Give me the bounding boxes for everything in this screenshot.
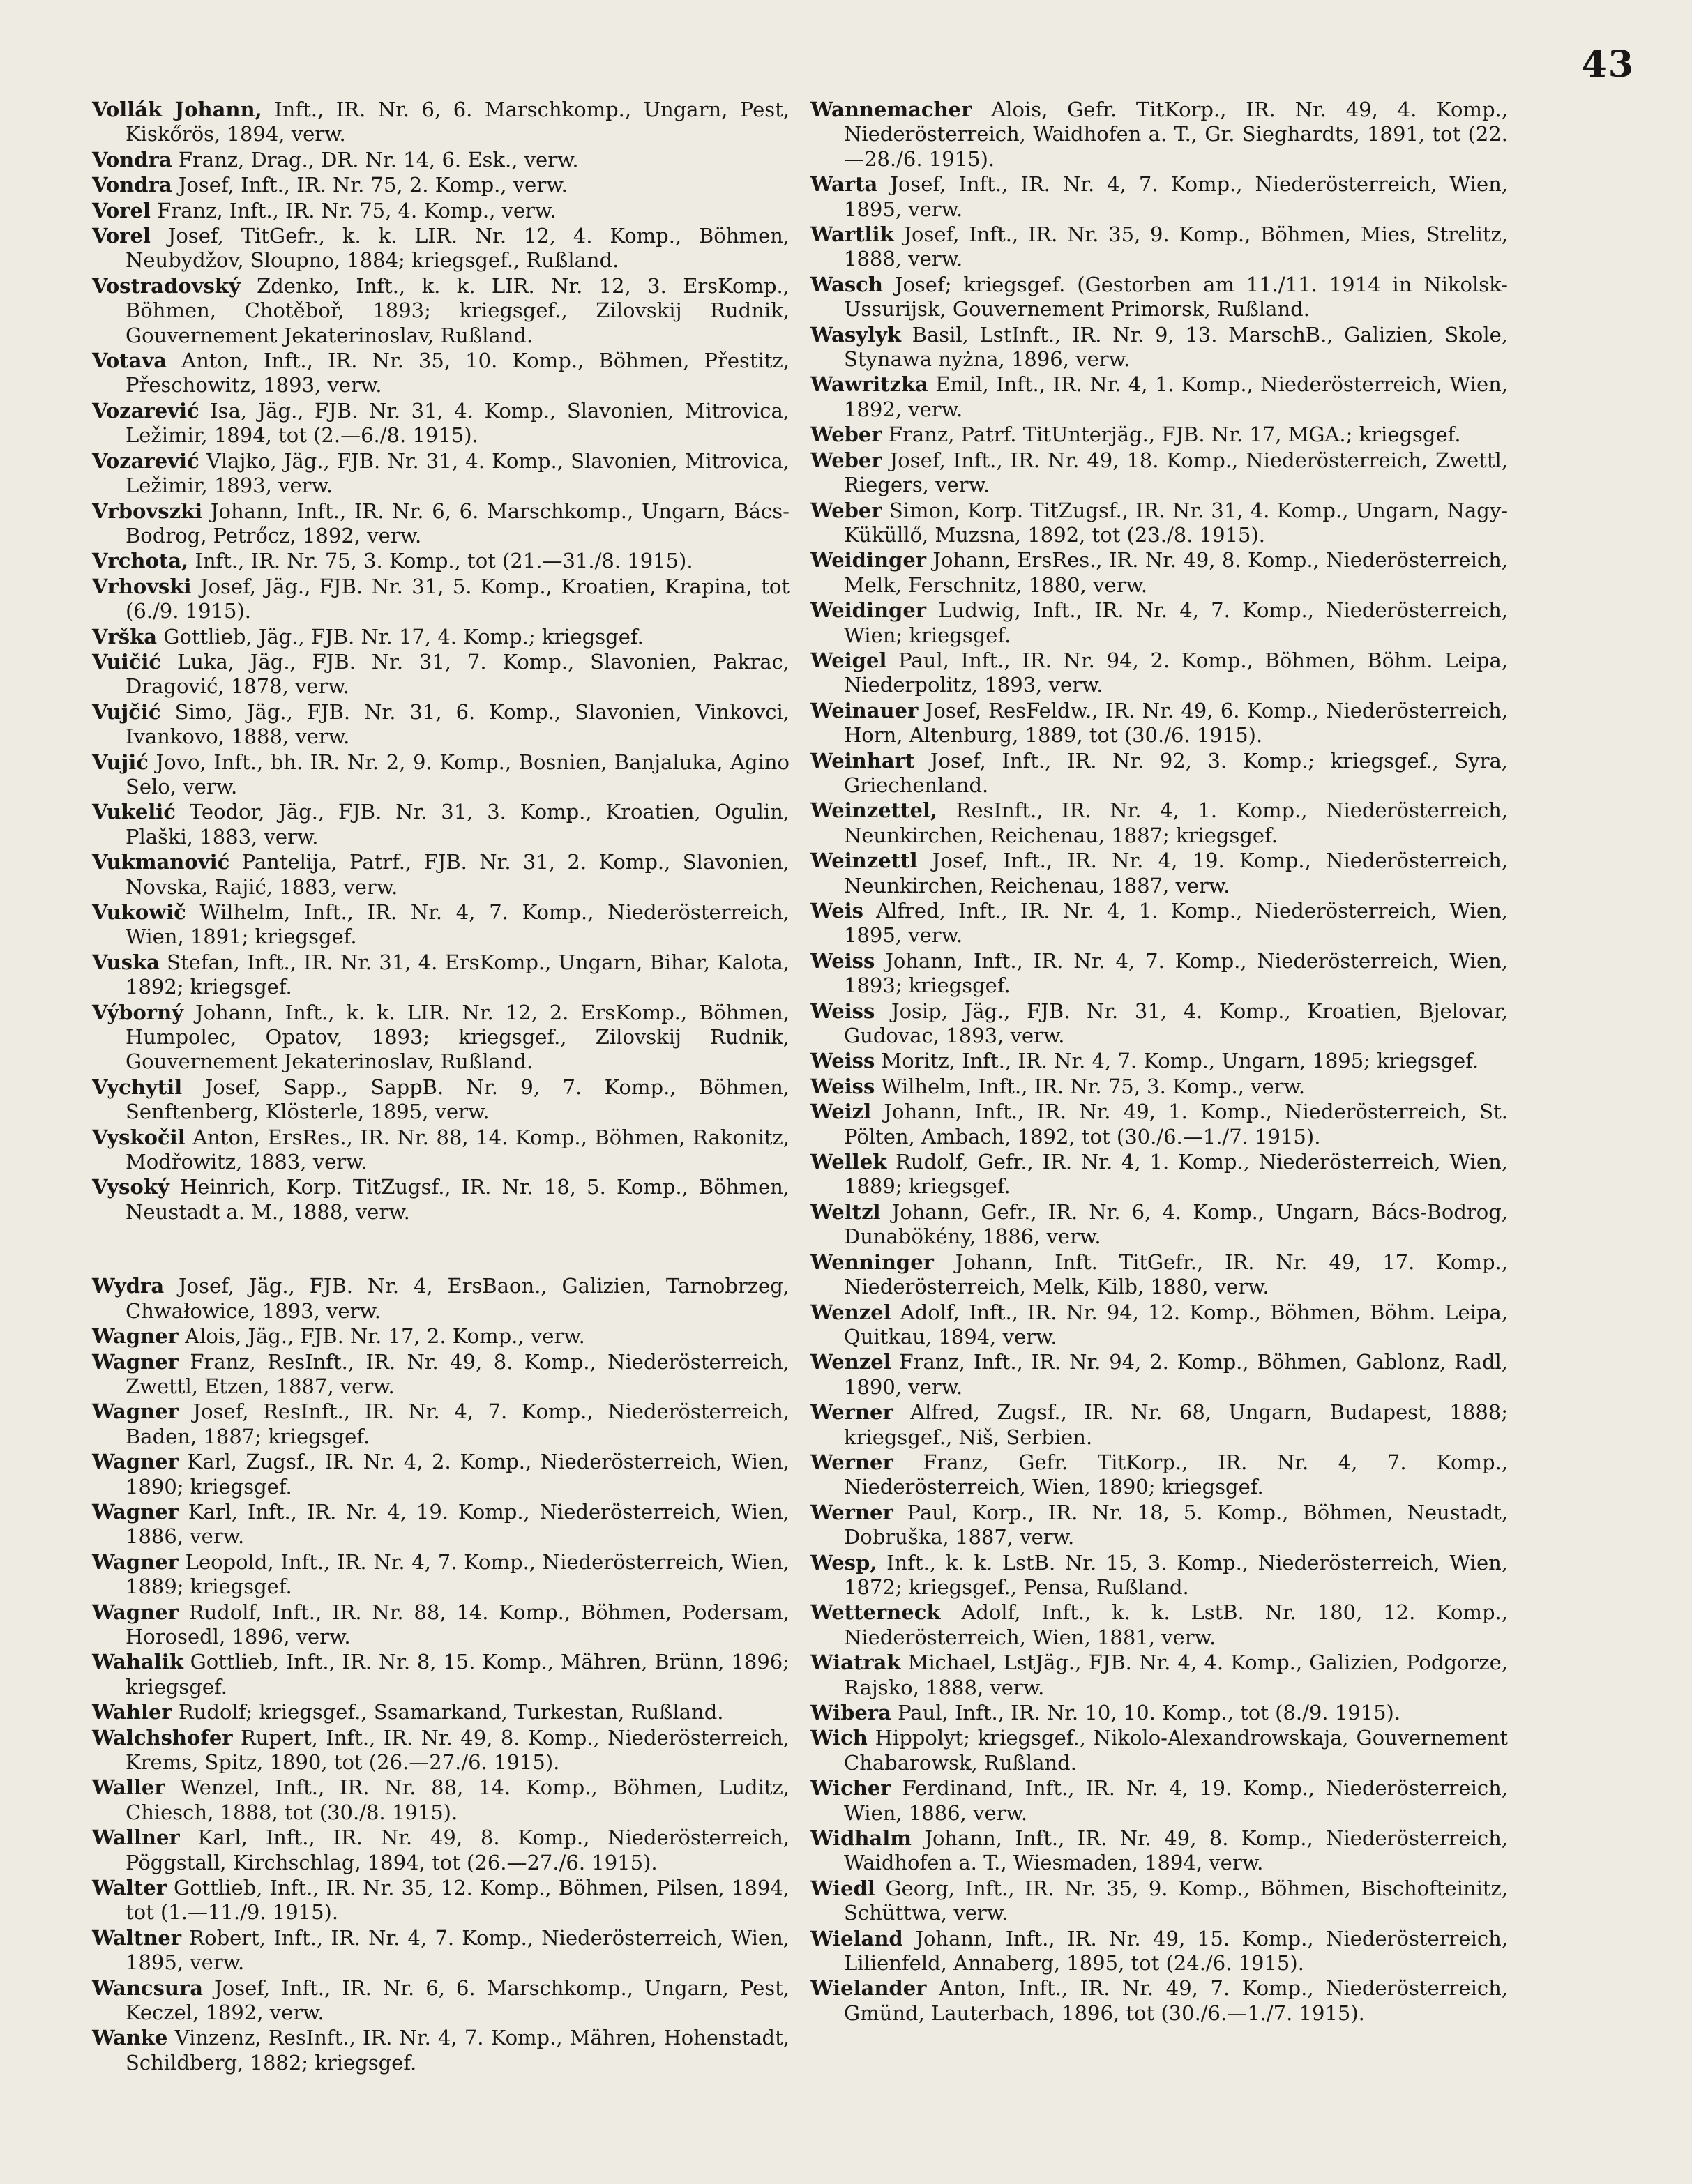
list-entry [92,349,790,398]
list-entry [92,399,790,448]
list-entry [810,499,1508,548]
entry-details: Josef, ResFeldw., IR. Nr. 49, 6. Komp., Niederösterreich, Horn, Altenburg, 1889, tot (30./6. 1915). [844,698,1508,748]
entry-list-v [92,98,790,1224]
entry-name: Vysoký [92,1175,169,1199]
entry-details: Ferdinand, Inft., IR. Nr. 4, 19. Komp., Niederösterreich, Wien, 1886, verw. [844,1776,1508,1825]
entry-details: Rudolf, Gefr., IR. Nr. 4, 1. Komp., Niederösterreich, Wien, 1889; kriegsgef. [844,1150,1508,1199]
entry-details: Isa, Jäg., FJB. Nr. 31, 4. Komp., Slavonien, Mitrovica, Ležimir, 1894, tot (2.—6./8. 1915). [126,398,790,448]
list-entry [810,222,1508,272]
right-column [810,98,1508,2026]
entry-details: Gottlieb, Jäg., FJB. Nr. 17, 4. Komp.; kriegsgef. [157,624,644,649]
entry-name: Wiedl [810,1876,875,1900]
list-entry [810,548,1508,598]
entry-name: Vozarević [92,398,199,423]
list-entry [92,850,790,900]
entry-details: Franz, Inft., IR. Nr. 94, 2. Komp., Böhmen, Gablonz, Radl, 1890, verw. [844,1350,1508,1399]
list-entry [810,999,1508,1049]
section-gap [92,1225,790,1274]
entry-name: Vychytil [92,1075,183,1099]
list-entry [92,224,790,273]
list-entry [92,1926,790,1976]
entry-name: Wenzel [810,1300,891,1324]
entry-details: Adolf, Inft., IR. Nr. 94, 12. Komp., Böhmen, Böhm. Leipa, Quitkau, 1894, verw. [844,1300,1508,1349]
entry-name: Weigel [810,648,887,672]
entry-name: Vondra [92,173,172,197]
entry-details: Karl, Inft., IR. Nr. 49, 8. Komp., Niederösterreich, Pöggstall, Kirchschlag, 1894, tot (26.—27./6. 1915). [126,1826,790,1874]
entry-name: Wallner [92,1826,180,1850]
entry-details: Johann, Inft., IR. Nr. 49, 8. Komp., Niederösterreich, Waidhofen a. T., Wiesmaden, 1894, verw. [844,1826,1508,1875]
entry-details: Karl, Zugsf., IR. Nr. 4, 2. Komp., Niederösterreich, Wien, 1890; kriegsgef. [126,1450,790,1499]
entry-details: Inft., IR. Nr. 75, 3. Komp., tot (21.—31./8. 1915). [188,549,693,573]
entry-details: Franz, Gefr. TitKorp., IR. Nr. 4, 7. Komp., Niederösterreich, Wien, 1890; kriegsgef. [844,1450,1508,1499]
list-entry [810,273,1508,322]
list-entry [92,148,790,172]
entry-name: Walter [92,1876,167,1900]
entry-name: Widhalm [810,1826,912,1851]
entry-details: Georg, Inft., IR. Nr. 35, 9. Komp., Böhmen, Bischofteinitz, Schüttwa, verw. [844,1876,1508,1925]
entry-details: Rudolf, Inft., IR. Nr. 88, 14. Komp., Böhmen, Podersam, Horosedl, 1896, verw. [126,1600,790,1648]
entry-details: Rupert, Inft., IR. Nr. 49, 8. Komp., Niederösterreich, Krems, Spitz, 1890, tot (26.—27./6. 1915). [126,1725,790,1774]
entry-name: Weber [810,498,882,522]
list-entry [92,1001,790,1075]
list-entry [92,1726,790,1775]
entry-details: Alois, Jäg., FJB. Nr. 17, 2. Komp., verw. [178,1324,585,1349]
entry-name: Werner [810,1400,893,1425]
list-entry [810,1400,1508,1450]
entry-name: Wielander [810,1976,927,2001]
list-entry [810,1600,1508,1650]
list-entry [92,449,790,499]
list-entry [810,1200,1508,1250]
list-entry [810,1651,1508,1700]
list-entry [92,199,790,223]
list-entry [810,1075,1508,1099]
entry-name: Wagner [92,1499,179,1524]
list-entry [92,1700,790,1724]
list-entry [92,1350,790,1400]
entry-name: Vukmanović [92,850,230,874]
entry-name: Wagner [92,1450,179,1474]
entry-details: Josef, Inft., IR. Nr. 35, 9. Komp., Böhmen, Mies, Strelitz, 1888, verw. [844,222,1508,271]
list-entry [92,800,790,849]
entry-details: Anton, Inft., IR. Nr. 49, 7. Komp., Niederösterreich, Gmünd, Lauterbach, 1896, tot (30./6.—1./7. 1915). [844,1976,1508,2025]
entry-details: Johann, Gefr., IR. Nr. 6, 4. Komp., Ungarn, Bács-Bodrog, Dunabökény, 1886, verw. [844,1199,1508,1249]
entry-name: Wellek [810,1150,887,1174]
entry-details: Alfred, Inft., IR. Nr. 4, 1. Komp., Niederösterreich, Wien, 1895, verw. [844,899,1508,948]
list-entry [810,1776,1508,1826]
entry-details: Simon, Korp. TitZugsf., IR. Nr. 31, 4. Komp., Ungarn, Nagy-Küküllő, Muzsna, 1892, tot (23./8. 1915). [844,498,1508,547]
entry-details: Leopold, Inft., IR. Nr. 4, 7. Komp., Niederösterreich, Wien, 1889; kriegsgef. [126,1549,790,1599]
entry-details: Ludwig, Inft., IR. Nr. 4, 7. Komp., Niederösterreich, Wien; kriegsgef. [844,598,1508,647]
entry-details: Paul, Korp., IR. Nr. 18, 5. Komp., Böhmen, Neustadt, Dobruška, 1887, verw. [844,1500,1508,1549]
entry-name: Wagner [92,1324,179,1349]
list-entry [92,1400,790,1449]
entry-details: Josef, Inft., IR. Nr. 49, 18. Komp., Niederösterreich, Zwettl, Riegers, verw. [844,448,1508,497]
entry-details: Franz, Patrf. TitUnterjäg., FJB. Nr. 17, MGA.; kriegsgef. [882,423,1461,447]
entry-name: Wicher [810,1776,891,1800]
entry-name: Vorel [92,224,151,248]
list-entry [810,1876,1508,1926]
list-entry [810,1350,1508,1400]
entry-name: Wagner [92,1600,179,1624]
list-entry [92,1324,790,1349]
list-entry [92,98,790,147]
entry-list-right [810,98,1508,2026]
entry-name: Waltner [92,1925,182,1950]
entry-details: Josef, Inft., IR. Nr. 6, 6. Marschkomp., Ungarn, Pest, Keczel, 1892, verw. [126,1976,790,2025]
list-entry [92,1075,790,1125]
list-entry [810,949,1508,999]
entry-name: Wydra [92,1274,165,1298]
entry-name: Weiss [810,948,875,973]
entry-name: Weinzettl [810,849,918,873]
list-entry [92,1775,790,1825]
entry-details: Franz, Drag., DR. Nr. 14, 6. Esk., verw. [172,147,579,172]
list-entry [92,173,790,197]
entry-details: Karl, Inft., IR. Nr. 4, 19. Komp., Niederösterreich, Wien, 1886, verw. [126,1499,790,1549]
list-entry [810,699,1508,748]
list-entry [92,900,790,950]
entry-details: Anton, ErsRes., IR. Nr. 88, 14. Komp., Böhmen, Rakonitz, Modřowitz, 1883, verw. [126,1125,790,1174]
entry-details: Johann, Inft. TitGefr., IR. Nr. 49, 17. Komp., Niederösterreich, Melk, Kilb, 1880, verw. [844,1250,1508,1299]
entry-details: Inft., k. k. LstB. Nr. 15, 3. Komp., Niederösterreich, Wien, 1872; kriegsgef., Pensa, Rußland. [844,1550,1508,1599]
entry-name: Wasylyk [810,322,901,347]
entry-name: Weltzl [810,1199,881,1224]
entry-details: Gottlieb, Inft., IR. Nr. 8, 15. Komp., Mähren, Brünn, 1896; kriegsgef. [126,1650,790,1699]
entry-details: Basil, LstInft., IR. Nr. 9, 13. MarschB., Galizien, Skole, Stynawa nyżna, 1896, verw. [844,322,1508,372]
list-entry [92,650,790,699]
list-entry [810,598,1508,648]
entry-details: Josef, Inft., IR. Nr. 92, 3. Komp.; kriegsgef., Syra, Griechenland. [844,748,1508,797]
entry-details: Teodor, Jäg., FJB. Nr. 31, 3. Komp., Kroatien, Ogulin, Plaški, 1883, verw. [126,800,790,849]
entry-name: Výborný [92,1000,184,1024]
list-entry [810,323,1508,372]
entry-details: Emil, Inft., IR. Nr. 4, 1. Komp., Niederösterreich, Wien, 1892, verw. [844,372,1508,421]
entry-details: Alois, Gefr. TitKorp., IR. Nr. 49, 4. Komp., Niederösterreich, Waidhofen a. T., Gr. Sieghardts, 1891, tot (22.—28./6. 1915). [844,98,1508,171]
entry-details: Josef, ResInft., IR. Nr. 4, 7. Komp., Niederösterreich, Baden, 1887; kriegsgef. [126,1400,790,1448]
entry-details: Alfred, Zugsf., IR. Nr. 68, Ungarn, Budapest, 1888; kriegsgef., Niš, Serbien. [844,1400,1508,1449]
list-entry [810,98,1508,172]
list-entry [810,1826,1508,1876]
entry-details: Johann, Inft., IR. Nr. 4, 7. Komp., Niederösterreich, Wien, 1893; kriegsgef. [844,948,1508,998]
list-entry [92,549,790,573]
list-entry [810,798,1508,848]
list-entry [92,1125,790,1175]
list-entry [92,625,790,649]
list-entry [810,1150,1508,1199]
entry-name: Warta [810,172,878,197]
entry-details: Inft., IR. Nr. 6, 6. Marschkomp., Ungarn, Pest, Kiskőrös, 1894, verw. [126,98,790,146]
entry-details: Vlajko, Jäg., FJB. Nr. 31, 4. Komp., Slavonien, Mitrovica, Ležimir, 1893, verw. [126,448,790,498]
list-entry [92,750,790,800]
entry-name: Wibera [810,1701,891,1724]
list-entry [810,423,1508,447]
list-entry [92,700,790,750]
entry-name: Weinhart [810,748,915,773]
entry-name: Wagner [92,1400,179,1424]
list-entry [92,1600,790,1650]
entry-details: Moritz, Inft., IR. Nr. 4, 7. Komp., Ungarn, 1895; kriegsgef. [875,1049,1479,1073]
entry-details: Simo, Jäg., FJB. Nr. 31, 6. Komp., Slavonien, Vinkovci, Ivankovo, 1888, verw. [126,699,790,749]
entry-details: Franz, Inft., IR. Nr. 75, 4. Komp., verw. [150,198,557,222]
entry-details: Stefan, Inft., IR. Nr. 31, 4. ErsKomp., Ungarn, Bihar, Kalota, 1892; kriegsgef. [126,950,790,999]
entry-name: Weidinger [810,548,927,572]
list-entry [810,1450,1508,1500]
entry-name: Vujčić [92,699,161,724]
entry-name: Vozarević [92,448,199,473]
list-entry [92,499,790,549]
entry-list-w [92,1274,790,2075]
entry-details: Paul, Inft., IR. Nr. 94, 2. Komp., Böhmen, Böhm. Leipa, Niederpolitz, 1893, verw. [844,648,1508,697]
entry-name: Wancsura [92,1976,204,2000]
entry-details: Josip, Jäg., FJB. Nr. 31, 4. Komp., Kroatien, Bjelovar, Gudovac, 1893, verw. [844,999,1508,1048]
entry-name: Vrška [92,624,157,649]
list-entry [92,1650,790,1699]
entry-details: Johann, Inft., k. k. LIR. Nr. 12, 2. ErsKomp., Böhmen, Humpolec, Opatov, 1893; kriegsgef., Zilovskij Rudnik, Gouvernement Jekaterinoslav, Rußland. [126,1000,790,1074]
list-entry [810,649,1508,698]
entry-name: Wawritzka [810,372,928,397]
entry-details: Pantelija, Patrf., FJB. Nr. 31, 2. Komp., Slavonien, Novska, Rajić, 1883, verw. [126,850,790,899]
list-entry [92,575,790,624]
list-entry [810,1726,1508,1775]
list-entry [810,172,1508,222]
entry-name: Wahalik [92,1650,183,1674]
entry-name: Wesp, [810,1550,877,1575]
entry-name: Werner [810,1450,893,1474]
entry-details: Johann, Inft., IR. Nr. 6, 6. Marschkomp., Ungarn, Bács-Bodrog, Petrőcz, 1892, verw. [126,499,790,547]
entry-name: Weizl [810,1100,872,1124]
entry-details: Jovo, Inft., bh. IR. Nr. 2, 9. Komp., Bosnien, Banjaluka, Agino Selo, verw. [126,750,790,798]
list-entry [810,1551,1508,1600]
list-entry [810,1049,1508,1073]
list-entry [92,1450,790,1499]
entry-details: Franz, ResInft., IR. Nr. 49, 8. Komp., Niederösterreich, Zwettl, Etzen, 1887, verw. [126,1349,790,1398]
entry-details: Josef, Inft., IR. Nr. 4, 19. Komp., Niederösterreich, Neunkirchen, Reichenau, 1887, verw. [844,849,1508,897]
entry-details: Josef, Inft., IR. Nr. 75, 2. Komp., verw. [172,173,568,197]
list-entry [92,1876,790,1925]
entry-name: Wasch [810,272,883,296]
entry-details: Luka, Jäg., FJB. Nr. 31, 7. Komp., Slavonien, Pakrac, Dragović, 1878, verw. [126,649,790,699]
entry-name: Votava [92,349,167,373]
list-entry [92,1500,790,1549]
entry-details: Josef; kriegsgef. (Gestorben am 11./11. 1914 in Nikolsk-Ussurijsk, Gouvernement Primorsk, Rußland. [844,272,1508,321]
list-entry [810,1927,1508,1976]
entry-details: Wilhelm, Inft., IR. Nr. 4, 7. Komp., Niederösterreich, Wien, 1891; kriegsgef. [126,900,790,949]
list-entry [92,2026,790,2075]
list-entry [810,1100,1508,1149]
entry-name: Weidinger [810,598,927,623]
entry-details: Zdenko, Inft., k. k. LIR. Nr. 12, 3. ErsKomp., Böhmen, Chotěboř, 1893; kriegsgef., Zilovskij Rudnik, Gouvernement Jekaterinoslav, Rußland. [126,273,790,347]
entry-name: Vorel [92,198,151,222]
entry-name: Wich [810,1726,868,1750]
entry-name: Weinzettel, [810,798,938,823]
list-entry [92,950,790,1000]
entry-details: Adolf, Inft., k. k. LstB. Nr. 180, 12. Komp., Niederösterreich, Wien, 1881, verw. [844,1600,1508,1649]
list-entry [810,899,1508,948]
entry-details: Johann, Inft., IR. Nr. 49, 15. Komp., Niederösterreich, Lilienfeld, Annaberg, 1895, tot (24./6. 1915). [844,1926,1508,1976]
entry-name: Weiss [810,1074,875,1098]
entry-details: Vinzenz, ResInft., IR. Nr. 4, 7. Komp., Mähren, Hohenstadt, Schildberg, 1882; kriegsgef. [126,2026,790,2075]
list-entry [92,1550,790,1600]
entry-details: Rudolf; kriegsgef., Ssamarkand, Turkestan, Rußland. [172,1700,724,1724]
entry-name: Wartlik [810,222,894,247]
list-entry [810,372,1508,422]
entry-name: Vollák Johann, [92,98,262,121]
entry-name: Weiss [810,999,875,1023]
entry-name: Vukelić [92,800,176,824]
entry-name: Wahler [92,1700,172,1724]
entry-name: Weis [810,899,863,923]
list-entry [810,1976,1508,2026]
left-column [92,98,790,2076]
entry-name: Wagner [92,1549,179,1574]
entry-name: Vukowič [92,900,186,924]
list-entry [810,1300,1508,1350]
entry-name: Weiss [810,1049,875,1073]
entry-details: Josef, Inft., IR. Nr. 4, 7. Komp., Niederösterreich, Wien, 1895, verw. [844,172,1508,221]
page-number: 43 [1581,43,1635,86]
entry-details: Gottlieb, Inft., IR. Nr. 35, 12. Komp., Böhmen, Pilsen, 1894, tot (1.—11./9. 1915). [126,1876,790,1925]
entry-details: Josef, Jäg., FJB. Nr. 31, 5. Komp., Kroatien, Krapina, tot (6./9. 1915). [126,574,790,623]
entry-details: Johann, Inft., IR. Nr. 49, 1. Komp., Niederösterreich, St. Pölten, Ambach, 1892, tot (30./6.—1./7. 1915). [844,1100,1508,1148]
entry-name: Vuska [92,950,160,974]
entry-name: Wagner [92,1349,179,1374]
entry-name: Wenninger [810,1250,934,1274]
entry-name: Werner [810,1500,893,1524]
list-entry [810,1501,1508,1550]
entry-name: Vujić [92,750,149,774]
entry-name: Wieland [810,1926,903,1950]
entry-name: Vrbovszki [92,499,203,523]
entry-name: Wenzel [810,1350,891,1374]
entry-details: Josef, Sapp., SappB. Nr. 9, 7. Komp., Böhmen, Senftenberg, Klösterle, 1895, verw. [126,1075,790,1124]
list-entry [92,274,790,348]
list-entry [810,849,1508,898]
entry-name: Vyskočil [92,1125,186,1149]
entry-name: Weinauer [810,698,919,722]
entry-details: Michael, LstJäg., FJB. Nr. 4, 4. Komp., Galizien, Podgorze, Rajsko, 1888, verw. [844,1651,1508,1699]
list-entry [92,1976,790,2026]
entry-name: Wetterneck [810,1600,941,1625]
list-entry [810,1701,1508,1725]
list-entry [810,1250,1508,1300]
entry-name: Wannemacher [810,98,972,121]
entry-details: Wilhelm, Inft., IR. Nr. 75, 3. Komp., verw. [875,1074,1306,1098]
entry-name: Wiatrak [810,1651,901,1675]
list-entry [810,749,1508,798]
entry-details: Anton, Inft., IR. Nr. 35, 10. Komp., Böhmen, Přestitz, Přeschowitz, 1893, verw. [126,349,790,397]
entry-name: Walchshofer [92,1725,233,1750]
entry-details: Hippolyt; kriegsgef., Nikolo-Alexandrowskaja, Gouvernement Chabarowsk, Rußland. [844,1726,1508,1775]
entry-name: Vuičić [92,649,162,674]
entry-details: Josef, TitGefr., k. k. LIR. Nr. 12, 4. Komp., Böhmen, Neubydžov, Sloupno, 1884; kriegsgef., Rußland. [126,224,790,273]
entry-name: Vostradovský [92,273,241,298]
entry-details: Josef, Jäg., FJB. Nr. 4, ErsBaon., Galizien, Tarnobrzeg, Chwałowice, 1893, verw. [126,1274,790,1323]
entry-name: Weber [810,448,882,472]
entry-details: Wenzel, Inft., IR. Nr. 88, 14. Komp., Böhmen, Luditz, Chiesch, 1888, tot (30./8. 1915). [126,1775,790,1824]
list-entry [92,1175,790,1224]
entry-details: Heinrich, Korp. TitZugsf., IR. Nr. 18, 5. Komp., Böhmen, Neustadt a. M., 1888, verw. [126,1175,790,1224]
entry-name: Wanke [92,2026,168,2050]
entry-name: Vondra [92,147,172,172]
list-entry [92,1274,790,1324]
entry-details: Paul, Inft., IR. Nr. 10, 10. Komp., tot (8./9. 1915). [891,1701,1401,1724]
entry-details: ResInft., IR. Nr. 4, 1. Komp., Niederösterreich, Neunkirchen, Reichenau, 1887; kriegsgef. [844,798,1508,847]
entry-name: Vrchota, [92,549,189,573]
list-entry [810,448,1508,498]
entry-name: Vrhovski [92,574,192,598]
list-entry [92,1826,790,1875]
entry-name: Waller [92,1775,165,1800]
entry-name: Weber [810,423,882,447]
entry-details: Robert, Inft., IR. Nr. 4, 7. Komp., Niederösterreich, Wien, 1895, verw. [126,1925,790,1975]
entry-details: Johann, ErsRes., IR. Nr. 49, 8. Komp., Niederösterreich, Melk, Ferschnitz, 1880, verw. [844,548,1508,597]
